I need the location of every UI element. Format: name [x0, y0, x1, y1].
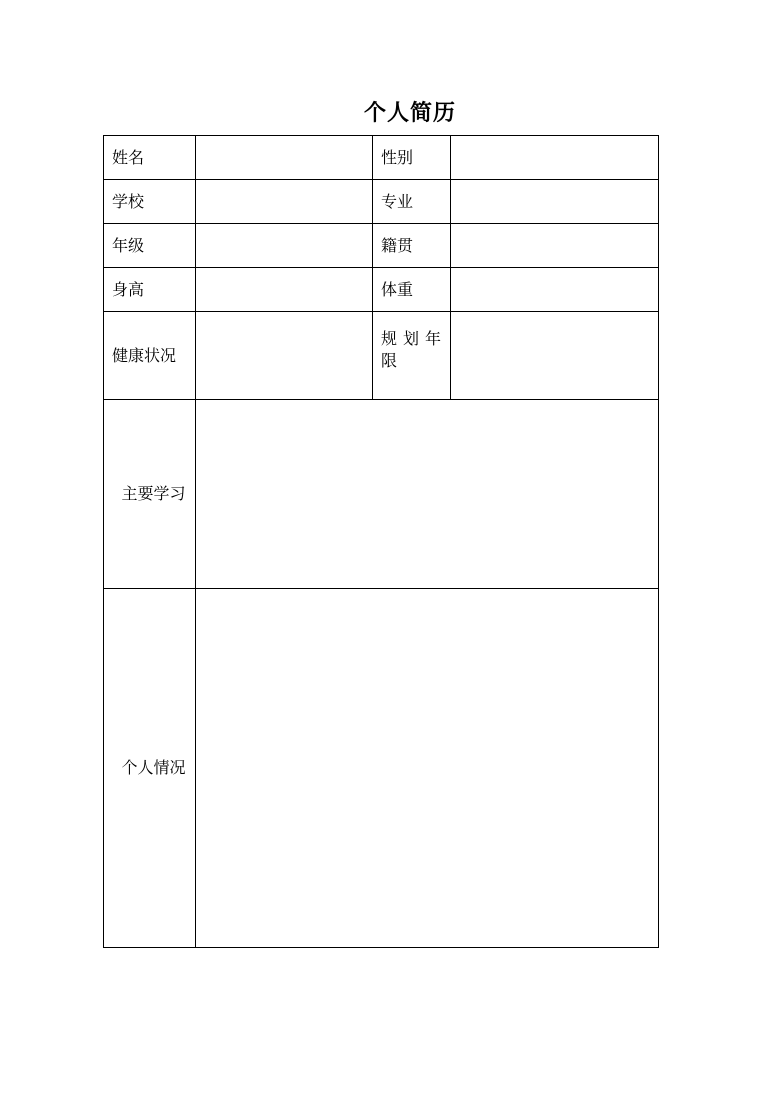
table-row	[104, 589, 659, 948]
planning-years-label: 规划年限	[381, 328, 448, 370]
name-label: 姓名	[104, 136, 196, 180]
hometown-field[interactable]	[451, 224, 659, 268]
major-field[interactable]	[451, 180, 659, 224]
table-row	[104, 180, 659, 224]
page-title: 个人简历	[363, 101, 456, 126]
personal-info-field[interactable]	[196, 589, 659, 948]
table-row	[104, 224, 659, 268]
health-status-field[interactable]	[196, 312, 373, 400]
grade-label: 年级	[104, 224, 196, 268]
school-field[interactable]	[196, 180, 373, 224]
table-row	[104, 312, 659, 400]
personal-info-label: 个人情况	[104, 589, 196, 948]
table-row	[104, 136, 659, 180]
name-field[interactable]	[196, 136, 373, 180]
gender-field[interactable]	[451, 136, 659, 180]
planning-years-field[interactable]	[451, 312, 659, 400]
resume-form-table	[103, 135, 659, 948]
health-status-label: 健康状况	[104, 312, 196, 400]
table-row	[104, 400, 659, 589]
weight-field[interactable]	[451, 268, 659, 312]
height-field[interactable]	[196, 268, 373, 312]
major-label: 专业	[373, 180, 451, 224]
planning-years-label-cell	[373, 312, 451, 400]
height-label: 身高	[104, 268, 196, 312]
main-study-field[interactable]	[196, 400, 659, 589]
table-row	[104, 268, 659, 312]
school-label: 学校	[104, 180, 196, 224]
grade-field[interactable]	[196, 224, 373, 268]
weight-label: 体重	[373, 268, 451, 312]
gender-label: 性别	[373, 136, 451, 180]
hometown-label: 籍贯	[373, 224, 451, 268]
main-study-label: 主要学习	[104, 400, 196, 589]
